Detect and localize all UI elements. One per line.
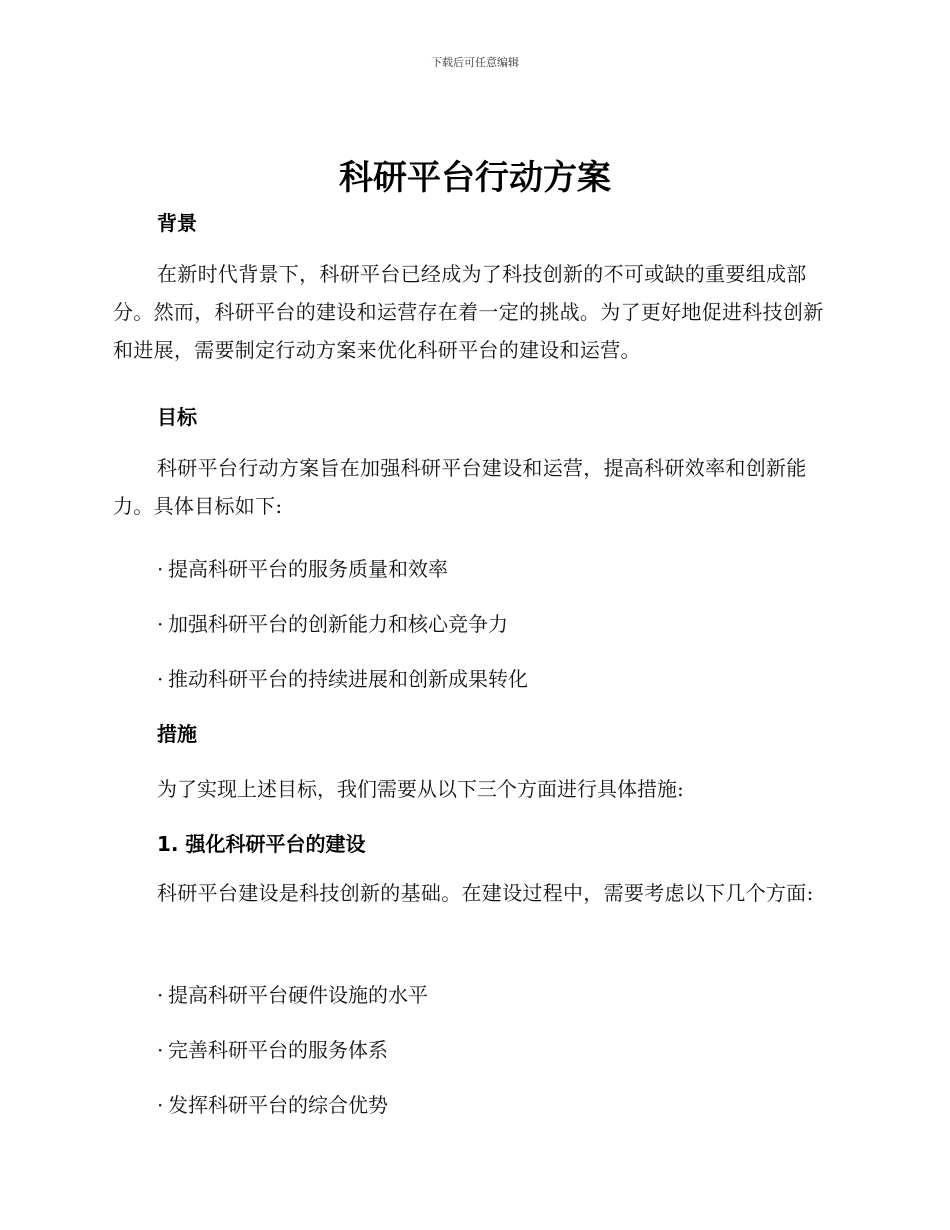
subsection-heading-1: 1. 强化科研平台的建设 xyxy=(157,832,366,856)
document-title: 科研平台行动方案 xyxy=(339,158,611,198)
list-item xyxy=(157,979,428,1008)
list-item-text: 提高科研平台的服务质量和效率 xyxy=(168,557,448,581)
bullet-dot: · xyxy=(157,983,164,1007)
bullet-dot: · xyxy=(157,1093,164,1117)
bullet-dot: · xyxy=(157,667,164,691)
paragraph-background: 在新时代背景下，科研平台已经成为了科技创新的不可或缺的重要组成部分。然而，科研平台的建设和运营存在着一定的挑战。为了更好地促进科技创新和进展，需要制定行动方案来优化科研平台的建设和运营。 xyxy=(113,262,824,362)
bullet-dot: · xyxy=(157,1038,164,1062)
list-item xyxy=(157,1089,388,1118)
list-item xyxy=(157,553,448,582)
list-item-text: 发挥科研平台的综合优势 xyxy=(168,1093,388,1117)
list-item-text: 推动科研平台的持续进展和创新成果转化 xyxy=(168,667,528,691)
paragraph-measures-intro: 为了实现上述目标，我们需要从以下三个方面进行具体措施: xyxy=(157,777,684,801)
list-item-text: 加强科研平台的创新能力和核心竞争力 xyxy=(168,612,508,636)
list-item xyxy=(157,1034,388,1063)
list-item-text: 完善科研平台的服务体系 xyxy=(168,1038,388,1062)
list-item xyxy=(157,663,528,692)
list-item xyxy=(157,608,508,637)
bullet-dot: · xyxy=(157,557,164,581)
bullet-dot: · xyxy=(157,612,164,636)
section-heading-background: 背景 xyxy=(157,211,197,235)
paragraph-subsection-1: 科研平台建设是科技创新的基础。在建设过程中，需要考虑以下几个方面: xyxy=(157,881,814,905)
section-heading-goal: 目标 xyxy=(157,405,197,429)
list-item-text: 提高科研平台硬件设施的水平 xyxy=(168,983,428,1007)
paragraph-goal: 科研平台行动方案旨在加强科研平台建设和运营，提高科研效率和创新能力。具体目标如下: xyxy=(113,456,807,518)
header-note: 下载后可任意编辑 xyxy=(431,56,519,69)
section-heading-measures: 措施 xyxy=(157,722,197,746)
